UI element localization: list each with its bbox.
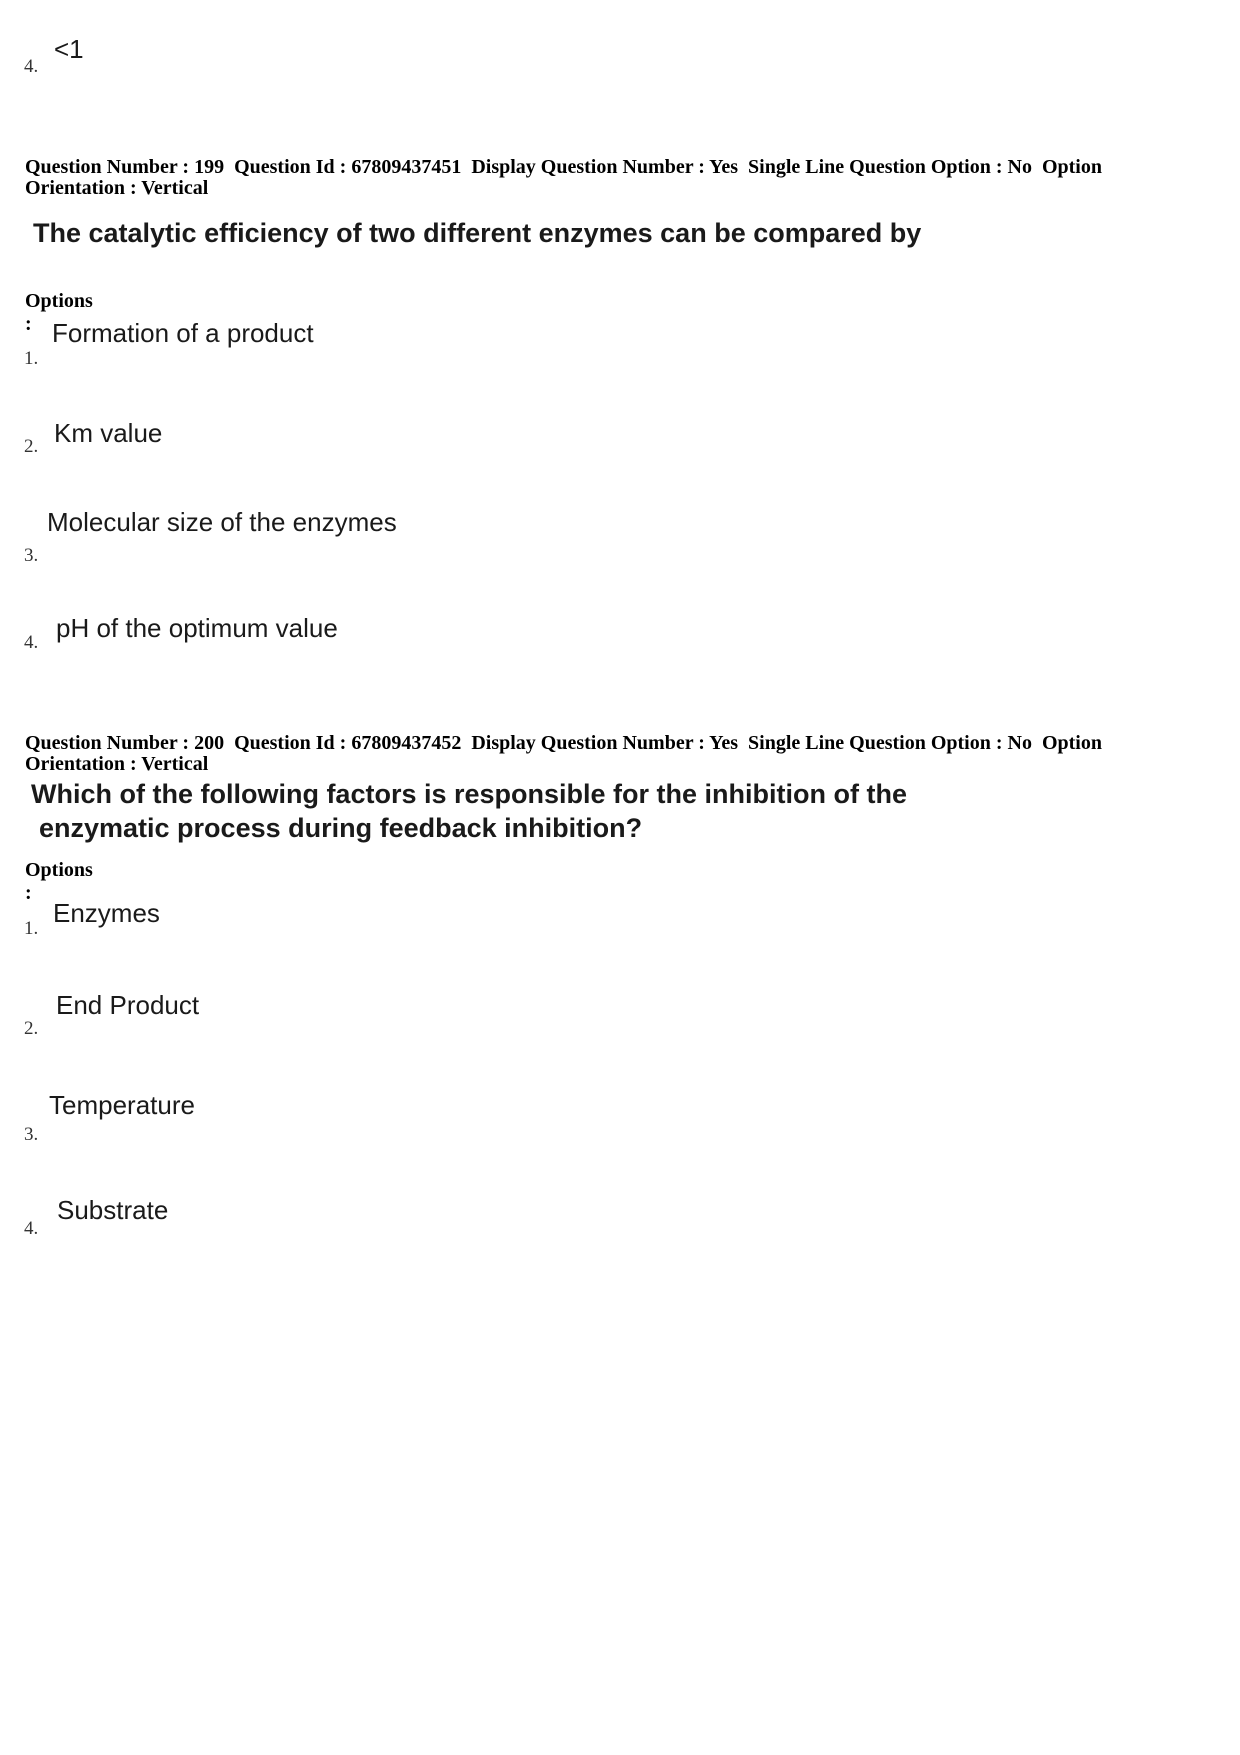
option-number: 1. (24, 918, 39, 939)
option-text: Enzymes (53, 898, 160, 928)
option-number: 4. (24, 632, 39, 653)
option-text: pH of the optimum value (56, 613, 338, 643)
option-number: 4. (24, 1218, 39, 1239)
option-text: Temperature (49, 1090, 195, 1120)
question-meta-line1: Question Number : 199 Question Id : 67809437451 Display Question Number : Yes Single Line Question Option : No Option (25, 156, 1102, 178)
option-text: Molecular size of the enzymes (47, 507, 397, 537)
option-text: <1 (54, 34, 84, 64)
options-label: Options : (25, 290, 93, 335)
question-meta-line1: Question Number : 200 Question Id : 67809437452 Display Question Number : Yes Single Line Question Option : No Option (25, 732, 1102, 754)
question-text: The catalytic efficiency of two different enzymes can be compared by (33, 218, 922, 248)
option-text: Substrate (57, 1195, 169, 1225)
question-meta-line2: Orientation : Vertical (25, 177, 209, 199)
question-meta (25, 157, 1205, 199)
question-meta-line2: Orientation : Vertical (25, 753, 209, 775)
option-number: 4. (24, 56, 39, 77)
option-number: 1. (24, 348, 39, 369)
option-text: Km value (54, 418, 163, 448)
option-text: Formation of a product (52, 318, 314, 348)
option-text: End Product (56, 990, 200, 1020)
question-meta (25, 733, 1205, 775)
option-number: 2. (24, 436, 39, 457)
option-number: 3. (24, 1124, 39, 1145)
option-number: 3. (24, 545, 39, 566)
option-number: 2. (24, 1018, 39, 1039)
question-text-line2: enzymatic process during feedback inhibition? (39, 813, 643, 843)
options-label: Options : (25, 859, 93, 904)
question-text-line1: Which of the following factors is responsible for the inhibition of the (31, 779, 907, 809)
